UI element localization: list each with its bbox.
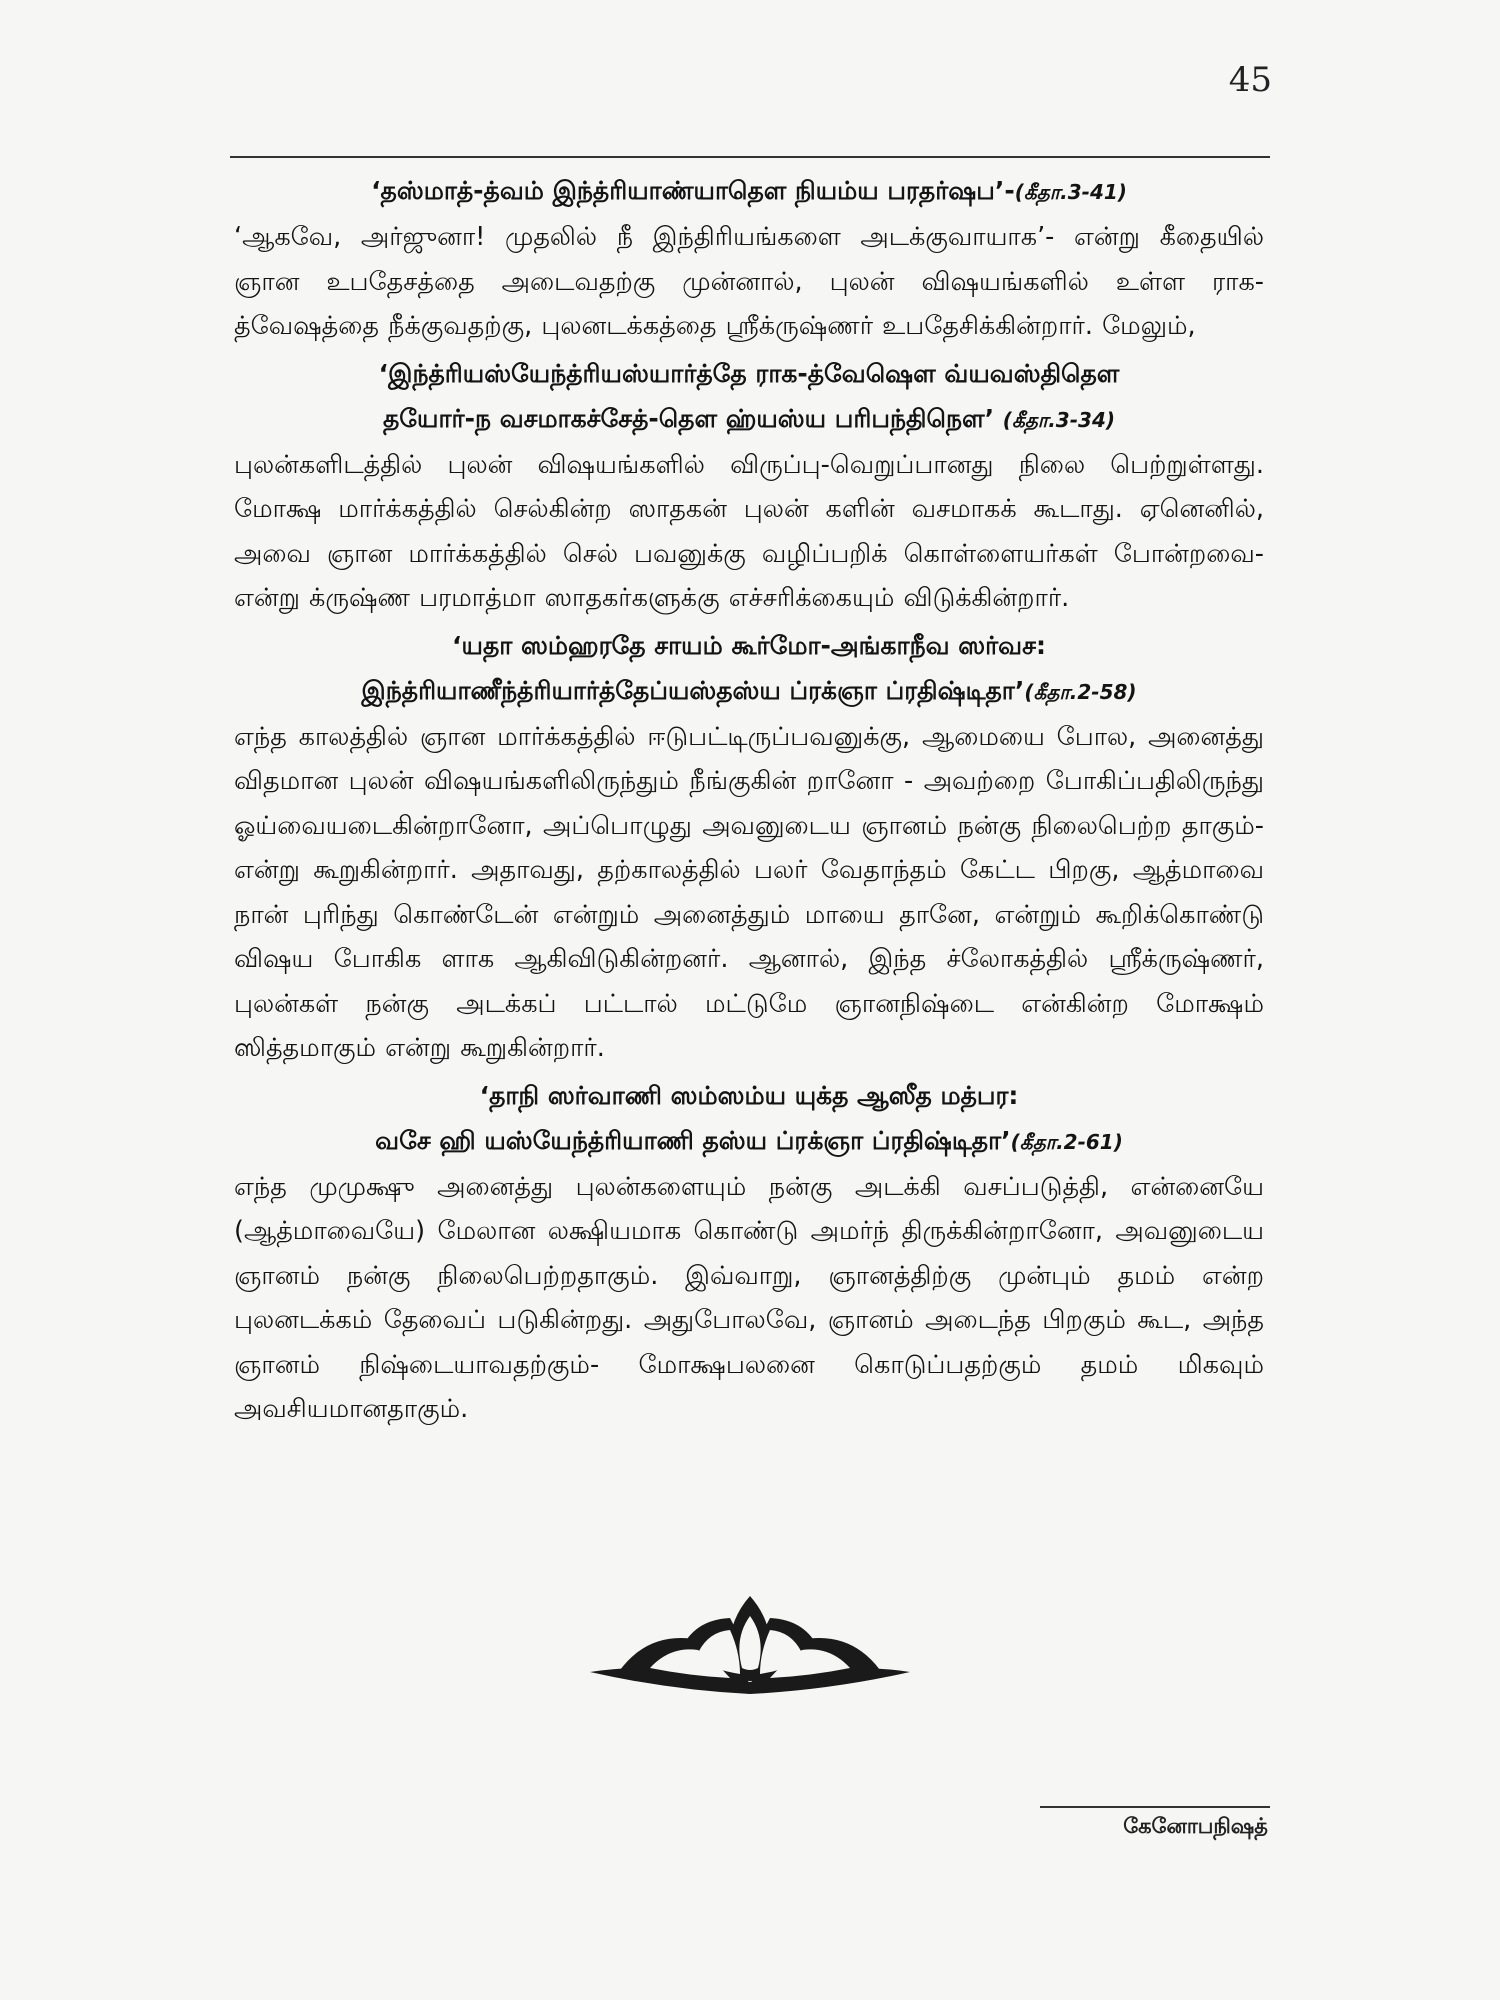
verse-reference: (கீதா.3-34)	[1002, 407, 1115, 432]
paragraph-2: புலன்களிடத்தில் புலன் விஷயங்களில் விருப்பு-வெறுப்பானது நிலை பெற்றுள்ளது. மோக்ஷ மார்க்கத்தில் செல்கின்ற ஸாதகன் புலன் களின் வசமாகக் கூடாது. ஏனெனில், அவை ஞான மார்க்கத்தில் செல் பவனுக்கு வழிப்பறிக் கொள்ளையர்கள் போன்றவை- என்று க்ருஷ்ண பரமாத்மா ஸாதகர்களுக்கு எச்சரிக்கையும் விடுக்கின்றார்.	[234, 449, 1264, 613]
page-number: 45	[1228, 60, 1272, 100]
running-footer-title: கேனோபநிஷத்	[1123, 1814, 1268, 1838]
paragraph-3: எந்த காலத்தில் ஞான மார்க்கத்தில் ஈடுபட்டிருப்பவனுக்கு, ஆமையை போல, அனைத்து விதமான புலன் விஷயங்களிலிருந்தும் நீங்குகின் றானோ - அவற்றை போகிப்பதிலிருந்து ஓய்வையடைகின்றானோ, அப்பொழுது அவனுடைய ஞானம் நன்கு நிலைபெற்ற தாகும்- என்று கூறுகின்றார். அதாவது, தற்காலத்தில் பலர் வேதாந்தம் கேட்ட பிறகு, ஆத்மாவை நான் புரிந்து கொண்டேன் என்றும் அனைத்தும் மாயை தானே, என்றும் கூறிக்கொண்டு விஷய போகிக ளாக ஆகிவிடுகின்றனர். ஆனால், இந்த ச்லோகத்தில் ஸ்ரீக்ருஷ்ணர், புலன்கள் நன்கு அடக்கப் பட்டால் மட்டுமே ஞானநிஷ்டை என்கின்ற மோக்ஷம் ஸித்தமாகும் என்று கூறுகின்றார்.	[234, 721, 1264, 1063]
verse-reference: (கீதா.2-61)	[1010, 1129, 1123, 1154]
verse-line: ‘தாநி ஸர்வாணி ஸம்ஸம்ய யுக்த ஆஸீத மத்பர:	[479, 1080, 1019, 1110]
lotus-icon	[580, 1590, 920, 1700]
verse-1	[234, 168, 1264, 215]
verse-line: வசே ஹி யஸ்யேந்த்ரியாணி தஸ்ய ப்ரக்ஞா ப்ரதிஷ்டிதா’	[375, 1125, 1011, 1155]
verse-line: ‘இந்த்ரியஸ்யேந்த்ரியஸ்யார்த்தே ராக-த்வேஷௌ வ்யவஸ்திதௌ	[378, 358, 1120, 388]
verse-line: இந்த்ரியாணீந்த்ரியார்த்தேப்யஸ்தஸ்ய ப்ரக்ஞா ப்ரதிஷ்டிதா’	[361, 675, 1025, 705]
paragraph-4: எந்த முமுக்ஷு அனைத்து புலன்களையும் நன்கு அடக்கி வசப்படுத்தி, என்னையே (ஆத்மாவையே) மேலான லக்ஷியமாக கொண்டு அமர்ந் திருக்கின்றானோ, அவனுடைய ஞானம் நன்கு நிலைபெற்றதாகும். இவ்வாறு, ஞானத்திற்கு முன்பும் தமம் என்ற புலனடக்கம் தேவைப் படுகின்றது. அதுபோலவே, ஞானம் அடைந்த பிறகும் கூட, அந்த ஞானம் நிஷ்டையாவதற்கும்- மோக்ஷபலனை கொடுப்பதற்கும் தமம் மிகவும் அவசியமானதாகும்.	[234, 1171, 1264, 1424]
verse-3	[234, 623, 1264, 715]
verse-4	[234, 1073, 1264, 1165]
header-rule	[230, 156, 1270, 158]
verse-reference: (கீதா.3-41)	[1014, 180, 1127, 204]
verse-line: ‘தஸ்மாத்-த்வம் இந்த்ரியாண்யாதௌ நியம்ய பரதர்ஷப’-	[371, 176, 1015, 205]
verse-2	[234, 351, 1264, 443]
paragraph-1: ‘ஆகவே, அர்ஜுனா! முதலில் நீ இந்திரியங்களை அடக்குவாயாக’- என்று கீதையில் ஞான உபதேசத்தை அடைவதற்கு முன்னால், புலன் விஷயங்களில் உள்ள ராக-த்வேஷத்தை நீக்குவதற்கு, புலனடக்கத்தை ஸ்ரீக்ருஷ்ணர் உபதேசிக்கின்றார். மேலும்,	[234, 222, 1264, 341]
verse-reference: (கீதா.2-58)	[1024, 679, 1137, 704]
page-body	[234, 168, 1264, 1434]
footer-rule	[1040, 1806, 1270, 1808]
verse-line: ‘யதா ஸம்ஹரதே சாயம் கூர்மோ-அங்காநீவ ஸர்வச:	[452, 630, 1046, 660]
verse-line: தயோர்-ந வசமாகச்சேத்-தௌ ஹ்யஸ்ய பரிபந்திநௌ’	[382, 403, 1003, 433]
